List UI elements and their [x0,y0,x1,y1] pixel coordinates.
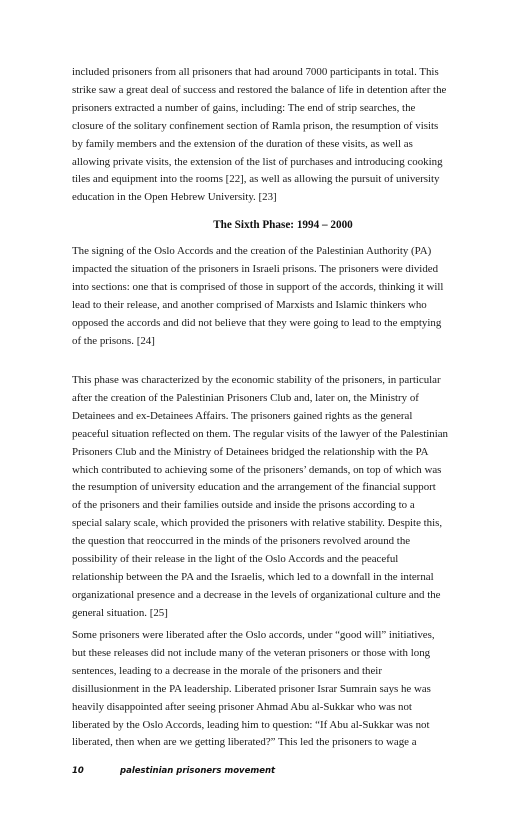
text-line: peaceful situation reflected on them. The regular visits of the lawyer of the Palestinian [72,427,449,440]
text-line: This phase was characterized by the economic stability of the prisoners, in particular [72,374,441,386]
text-line: opposed the accords and did not believe that they were going to lead to the emptying [72,316,442,329]
text-line: relationship between the PA and the Israelis, which led to a downfall in the internal [72,570,434,583]
running-title: palestinian prisoners movement [120,766,276,776]
text-line: liberated, then when are we getting liberated?” This led the prisoners to wage a [72,736,417,749]
text-line: but these releases did not include many of the veteran prisoners or those with long [72,646,431,659]
text-line: Prisoners Club and the Ministry of Detainees bridged the relationship with the PA [72,445,429,458]
text-line: the resumption of university education and the arrangement of the financial support [72,481,436,494]
text-line: closure of the solitary confinement section of Ramla prison, the resumption of visits [72,119,439,132]
text-line: disillusionment in the PA leadership. Liberated prisoner Israr Sumrain says he was [72,682,431,695]
text-line: sentences, leading to a decrease in the morale of the prisoners and their [72,664,382,677]
text-line: allowing private visits, the extension of the list of purchases and introducing cooking [72,155,443,168]
text-line: of the prisons. [24] [72,334,155,347]
text-line: education in the Open Hebrew University. [23] [72,191,277,204]
paragraph-4 [72,627,494,752]
text-line: after the creation of the Palestinian Prisoners Club and, later on, the Ministry of [72,391,419,404]
paragraph-3 [72,372,494,623]
text-line: The signing of the Oslo Accords and the creation of the Palestinian Authority (PA) [72,245,432,257]
paragraph-2 [72,243,494,350]
text-line: strike saw a great deal of success and restored the balance of life in detention after the [72,83,447,96]
text-line: the question that reoccurred in the minds of the prisoners revolved around the [72,535,411,548]
text-line: which contributed to achieving some of the prisoners’ demands, on top of which was [72,463,442,476]
text-line: of the prisoners and their families outside and inside the prisons according to a [72,499,415,512]
text-line: Detainees and ex-Detainees Affairs. The prisoners gained rights as the general [72,409,413,422]
text-line: special salary scale, which provided the prisoners with relative stability. Despite this, [72,517,443,530]
text-line: impacted the situation of the prisoners in Israeli prisons. The prisoners were divided [72,262,439,275]
text-line: organizational presence and a decrease in the levels of organizational culture and the [72,588,441,601]
text-line: prisoners extracted a number of gains, including: The end of strip searches, the [72,101,416,114]
text-line: heavily disappointed after seeing prisoner Ahmad Abu al-Sukkar who was not [72,700,412,713]
text-line: by family members and the extension of the duration of these visits, as well as [72,137,413,150]
page-number: 10 [72,766,84,776]
text-line: liberated by the Oslo Accords, leading him to question: “If Abu al-Sukkar was not [72,718,430,731]
text-line: tiles and equipment into the rooms [22], as well as allowing the pursuit of university [72,173,440,186]
text-line: general situation. [25] [72,606,168,619]
text-line: Some prisoners were liberated after the Oslo accords, under “good will” initiatives, [72,629,435,641]
text-line: lead to their release, and another comprised of Marxists and Islamic thinkers who [72,298,427,311]
paragraph-1 [72,64,494,207]
text-line: into sections: one that is comprised of those in support of the accords, thinking it will [72,280,444,293]
text-line: included prisoners from all prisoners that had around 7000 participants in total. This [72,66,439,78]
section-heading: The Sixth Phase: 1994 – 2000 [213,219,353,231]
text-line: possibility of their release in the light of the Oslo Accords and the peaceful [72,553,399,566]
